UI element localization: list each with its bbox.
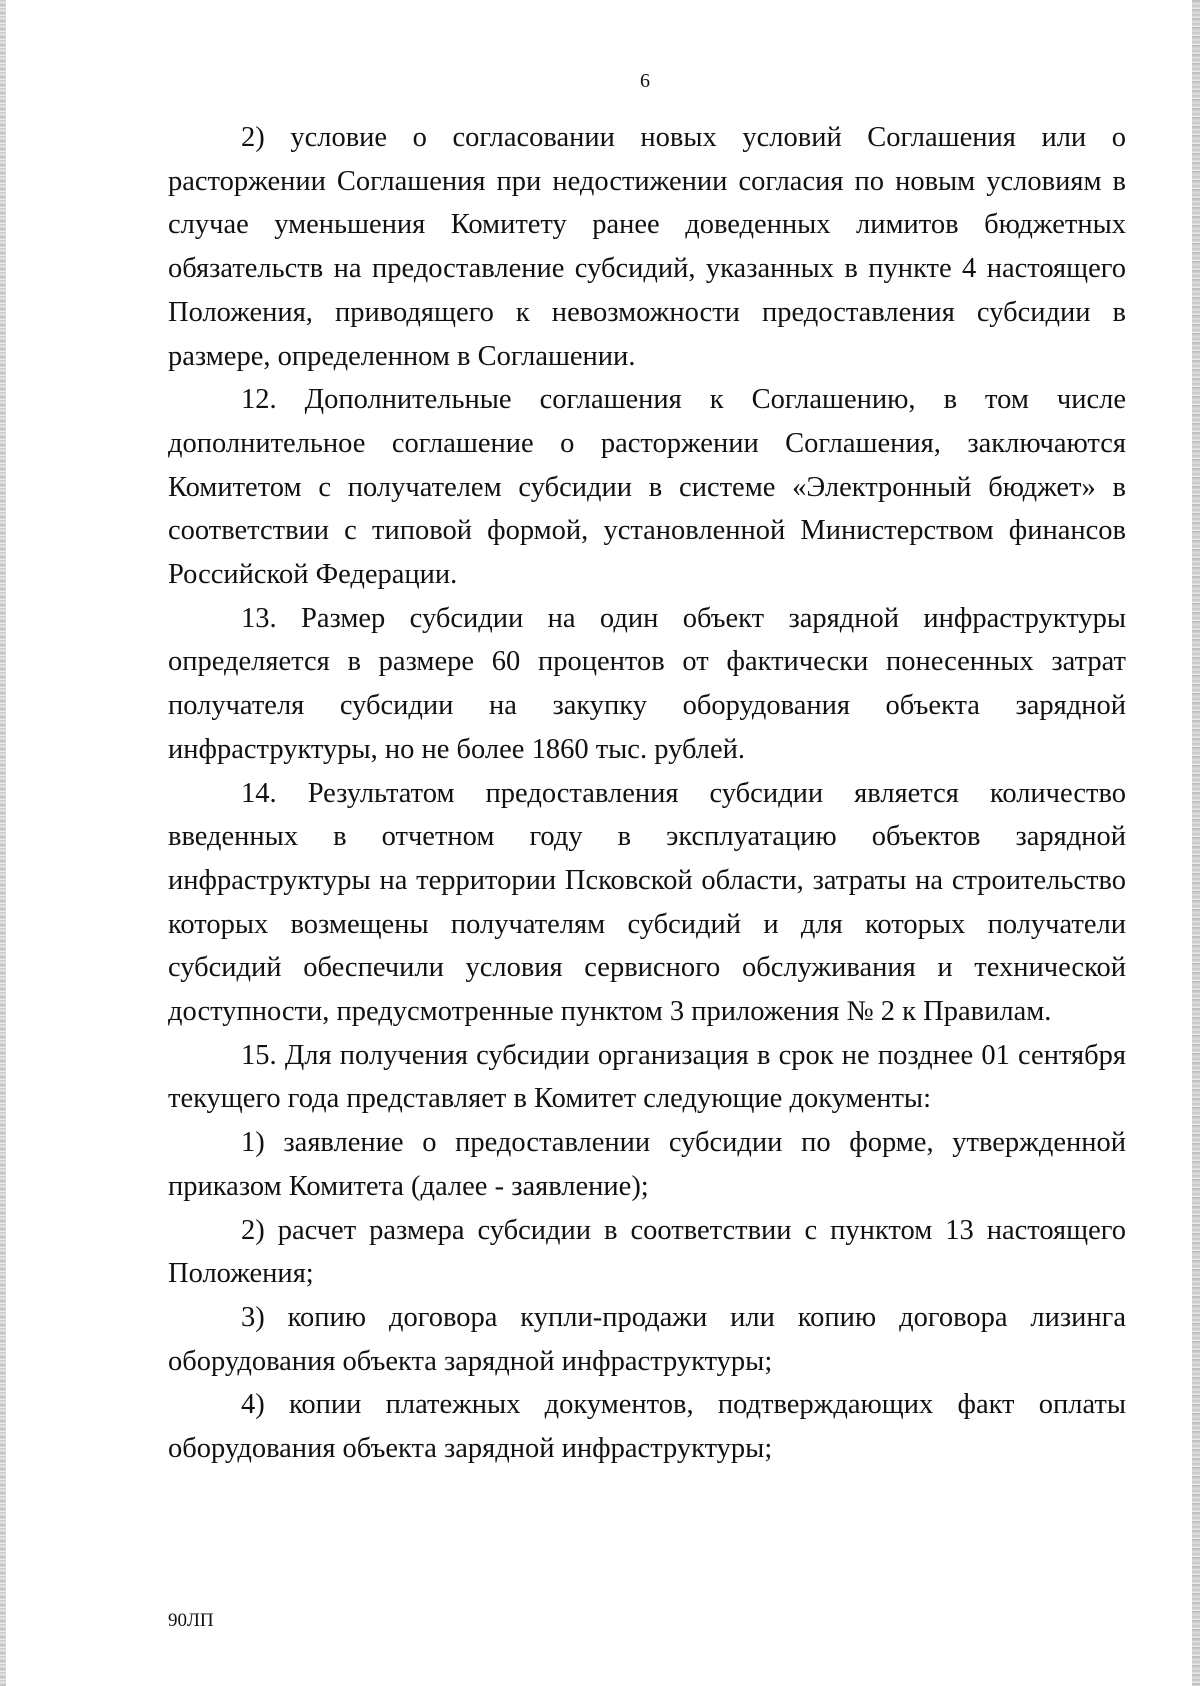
scan-edge-right bbox=[1192, 0, 1200, 1686]
list-item-1: 1) заявление о предоставлении субсидии по форме, утвержденной приказом Комитета (далее - заявление); bbox=[168, 1127, 1126, 1202]
list-item-4: 4) копии платежных документов, подтверждающих факт оплаты оборудования объекта зарядной инфраструктуры; bbox=[168, 1389, 1126, 1465]
list-item-2: 2) расчет размера субсидии в соответствии с пунктом 13 настоящего Положения; bbox=[168, 1214, 1126, 1290]
scan-edge-left bbox=[0, 0, 6, 1686]
footer-code: 90ЛП bbox=[168, 1610, 214, 1631]
paragraph-13: 13. Размер субсидии на один объект зарядной инфраструктуры определяется в размере 60 процентов от фактически понесенных затрат получателя субсидии на закупку оборудования объекта зарядной инфраструктуры, но не более 1860 тыс. рублей. bbox=[168, 602, 1126, 765]
list-item-3: 3) копию договора купли-продажи или копию договора лизинга оборудования объекта зарядной инфраструктуры; bbox=[168, 1301, 1126, 1377]
paragraph-12: 12. Дополнительные соглашения к Соглашению, в том числе дополнительное соглашение о расторжении Соглашения, заключаются Комитетом с получателем субсидии в системе «Электронный бюджет» в соответствии с типовой формой, установленной Министерством финансов Российской Федерации. bbox=[168, 384, 1126, 591]
page-number: 6 bbox=[640, 70, 650, 92]
document-body bbox=[168, 116, 1126, 1471]
paragraph-2-condition: 2) условие о согласовании новых условий Соглашения или о расторжении Соглашения при недостижении согласия по новым условиям в случае уменьшения Комитету ранее доведенных лимитов бюджетных обязательств на предоставление субсидий, указанных в пункте 4 настоящего Положения, приводящего к невозможности предоставления субсидии в размере, определенном в Соглашении. bbox=[168, 122, 1126, 372]
paragraph-15: 15. Для получения субсидии организация в срок не позднее 01 сентября текущего года представляет в Комитет следующие документы: bbox=[168, 1039, 1126, 1115]
paragraph-14: 14. Результатом предоставления субсидии является количество введенных в отчетном году в эксплуатацию объектов зарядной инфраструктуры на территории Псковской области, затраты на строительство которых возмещены получателям субсидий и для которых получатели субсидий обеспечили условия сервисного обслуживания и технической доступности, предусмотренные пунктом 3 приложения № 2 к Правилам. bbox=[168, 777, 1126, 1028]
